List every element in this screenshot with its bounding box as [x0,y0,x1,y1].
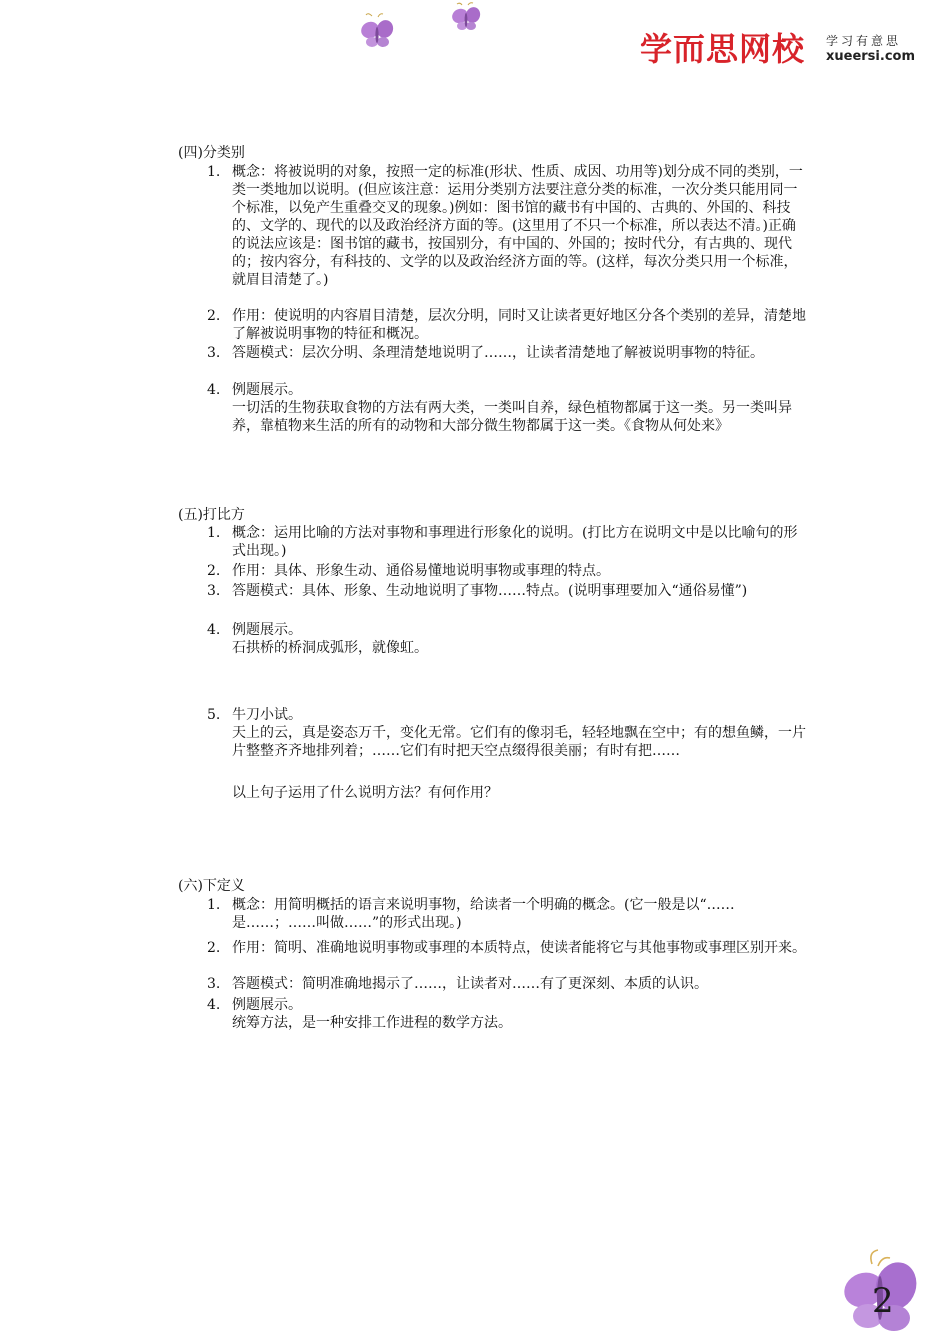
item-number: 2. [207,308,221,324]
item-number: 3. [207,345,221,361]
item-text: 例题展示。 [232,622,302,638]
page-number: 2 [872,1281,894,1321]
logo-main-text: 学而思网校 [640,30,806,68]
section-title: (四)分类别 [178,145,245,161]
item-text: 答题模式：层次分明、条理清楚地说明了……，让读者清楚地了解被说明事物的特征。 [232,345,764,361]
example-text: 统筹方法，是一种安排工作进程的数学方法。 [232,1015,512,1031]
example-text: 石拱桥的桥洞成弧形，就像虹。 [232,640,428,656]
logo-slogan: 学习有意思 [826,34,902,48]
item-text: 答题模式：简明准确地揭示了……，让读者对……有了更深刻、本质的认识。 [232,976,708,992]
item-text: 作用：简明、准确地说明事物或事理的本质特点，使读者能将它与其他事物或事理区别开来。 [232,940,806,956]
item-number: 3. [207,976,221,992]
item-text: 作用：使说明的内容眉目清楚，层次分明，同时又让读者更好地区分各个类别的差异，清楚地了解被说明事物的特征和概况。 [232,308,806,342]
item-number: 4. [207,622,221,638]
item-number: 5. [207,707,221,723]
logo-domain: xueersi.com [826,49,916,64]
item-number: 3. [207,583,221,599]
item-text: 例题展示。 [232,997,302,1013]
item-number: 1. [207,164,221,180]
item-text: 例题展示。 [232,382,302,398]
item-number: 4. [207,997,221,1013]
exercise-question: 以上句子运用了什么说明方法？有何作用？ [232,785,498,801]
item-text: 概念：用简明概括的语言来说明事物，给读者一个明确的概念。(它一般是以“……是……；……叫做……”的形式出现。) [232,897,735,931]
section-title: (六)下定义 [178,878,245,894]
butterfly-icon [358,12,398,52]
section-title: (五)打比方 [178,507,245,523]
example-text: 一切活的生物获取食物的方法有两大类，一类叫自养，绿色植物都属于这一类。另一类叫异养，靠植物来生活的所有的动物和大部分微生物都属于这一类。《食物从何处来》 [232,400,792,434]
exercise-text: 天上的云，真是姿态万千，变化无常。它们有的像羽毛，轻轻地飘在空中；有的想鱼鳞，一片片整整齐齐地排列着；……它们有时把天空点缀得很美丽；有时有把…… [232,725,806,759]
item-number: 4. [207,382,221,398]
item-number: 2. [207,940,221,956]
item-number: 1. [207,897,221,913]
item-text: 概念：运用比喻的方法对事物和事理进行形象化的说明。(打比方在说明文中是以比喻句的形式出现。) [232,525,798,559]
item-text: 概念：将被说明的对象，按照一定的标准(形状、性质、成因、功用等)划分成不同的类别，一类一类地加以说明。(但应该注意：运用分类别方法要注意分类的标准，一次分类只能用同一个标准，以免产生重叠交叉的现象。)例如：图书馆的藏书有中国的、古典的、外国的、科技的、文学的、现代的以及政治经济方面的等。(这里用了不只一个标准，所以表达不清。)正确的说法应该是：图书馆的藏书，按国别分，有中国的、外国的；按时代分，有古典的、现代的；按内容分，有科技的、文学的以及政治经济方面的等。(这样，每次分类只用一个标准，就眉目清楚了。) [232,164,803,288]
item-number: 1. [207,525,221,541]
butterfly-icon [450,2,484,34]
item-number: 2. [207,563,221,579]
item-text: 作用：具体、形象生动、通俗易懂地说明事物或事理的特点。 [232,563,610,579]
item-text: 牛刀小试。 [232,707,302,723]
item-text: 答题模式：具体、形象、生动地说明了事物……特点。(说明事理要加入“通俗易懂”) [232,583,748,599]
